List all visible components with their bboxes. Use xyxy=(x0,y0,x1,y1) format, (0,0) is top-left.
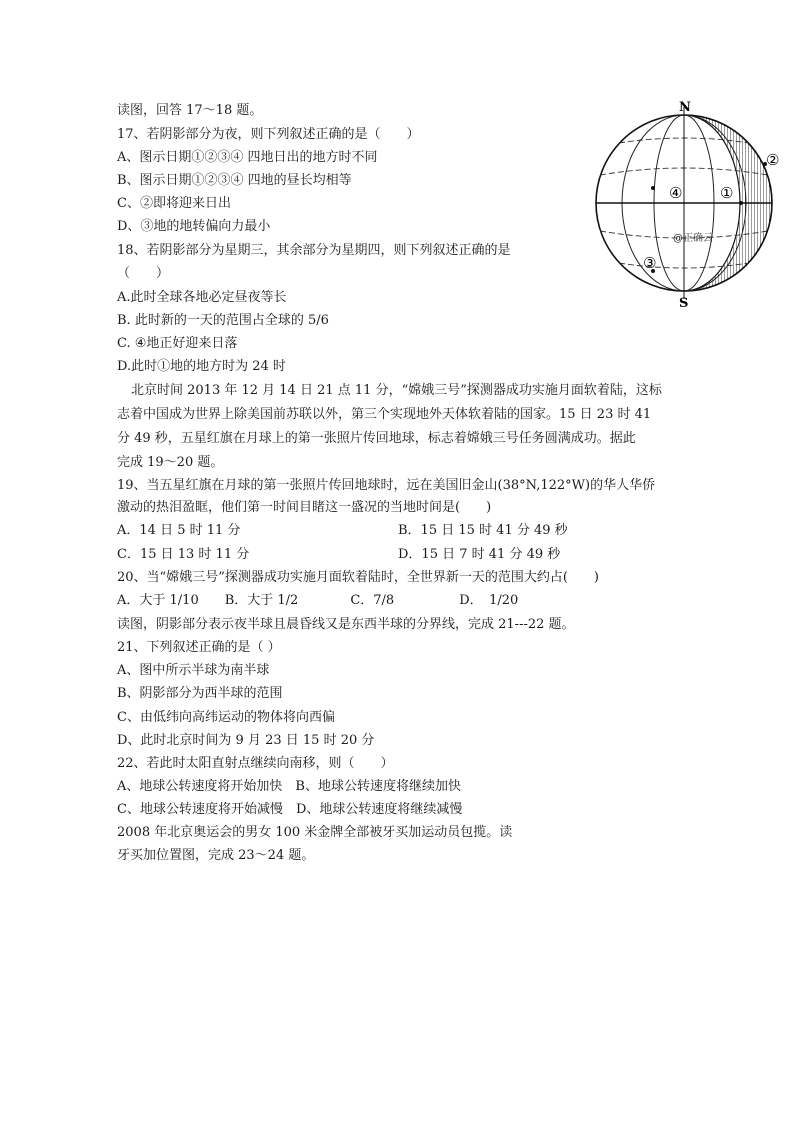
label-1: ① xyxy=(720,184,734,202)
options-20: A．大于 1/10 B．大于 1/2 C．7/8 D． 1/20 xyxy=(117,593,519,608)
question-17: 17、若阴影部分为夜，则下列叙述正确的是（ ） xyxy=(117,127,420,142)
text-line: 牙买加位置图，完成 23～24 题。 xyxy=(117,848,315,863)
watermark-label: @正确云 xyxy=(673,233,713,244)
option-21b: B、阴影部分为西半球的范围 xyxy=(117,686,283,701)
option-17d: D、③地的地转偏向力最小 xyxy=(117,219,271,234)
label-3: ③ xyxy=(643,254,657,272)
option-18c: C. ④地正好迎来日落 xyxy=(117,336,238,351)
option-17a: A、图示日期①②③④ 四地日出的地方时不同 xyxy=(117,150,378,165)
passage-line: 完成 19～20 题。 xyxy=(117,455,224,470)
option-18b: B. 此时新的一天的范围占全球的 5/6 xyxy=(117,313,329,328)
option-19d: D．15 日 7 时 41 分 49 秒 xyxy=(398,547,561,562)
option-21c: C、由低纬向高纬运动的物体将向西偏 xyxy=(117,710,335,725)
option-19b: B．15 日 15 时 41 分 49 秒 xyxy=(398,523,568,538)
question-19-cont: 激动的热泪盈眶，他们第一时间目睹这一盛况的当地时间是( ) xyxy=(117,500,492,515)
south-label: S xyxy=(679,296,689,307)
question-21: 21、下列叙述正确的是（ ） xyxy=(117,640,281,655)
option-19a: A．14 日 5 时 11 分 xyxy=(117,523,241,538)
globe-diagram xyxy=(589,97,787,307)
label-4: ④ xyxy=(669,184,683,202)
point-1 xyxy=(739,201,743,205)
option-17c: C、②即将迎来日出 xyxy=(117,196,231,211)
north-label: N xyxy=(679,100,691,115)
question-18: 18、若阴影部分为星期三，其余部分为星期四，则下列叙述正确的是 xyxy=(117,243,511,258)
options-22-cd: C、地球公转速度将开始减慢 D、地球公转速度将继续减慢 xyxy=(117,802,463,817)
options-22-ab: A、地球公转速度将开始加快 B、地球公转速度将继续加快 xyxy=(117,779,461,794)
passage-line: 志着中国成为世界上除美国前苏联以外，第三个实现地外天体软着陆的国家。15 日 23 时 41 xyxy=(117,407,652,422)
label-2: ② xyxy=(766,151,780,169)
question-19: 19、当五星红旗在月球的第一张照片传回地球时，远在美国旧金山(38°N,122°W)的华人华侨 xyxy=(117,478,656,493)
option-19c: C．15 日 13 时 11 分 xyxy=(117,547,250,562)
option-21a: A、图中所示半球为南半球 xyxy=(117,663,270,678)
point-marker xyxy=(651,186,655,190)
text-line: 读图，回答 17～18 题。 xyxy=(117,103,263,118)
option-18a: A.此时全球各地必定昼夜等长 xyxy=(117,290,287,305)
question-20: 20、当“嫦娥三号”探测器成功实施月面软着陆时，全世界新一天的范围大约占( ) xyxy=(117,570,599,585)
text-line: 2008 年北京奥运会的男女 100 米金牌全部被牙买加运动员包揽。读 xyxy=(117,825,513,840)
globe-figure xyxy=(589,97,787,307)
question-18-bracket: （ ） xyxy=(117,266,170,281)
text-line: 读图，阴影部分表示夜半球且晨昏线又是东西半球的分界线，完成 21---22 题。 xyxy=(117,617,575,632)
option-17b: B、图示日期①②③④ 四地的昼长均相等 xyxy=(117,173,352,188)
option-21d: D、此时北京时间为 9 月 23 日 15 时 20 分 xyxy=(117,733,375,748)
passage-line: 北京时间 2013 年 12 月 14 日 21 点 11 分，“嫦娥三号”探测器成功实施月面软着陆，这标 xyxy=(131,383,662,398)
question-22: 22、若此时太阳直射点继续向南移，则（ ） xyxy=(117,756,394,771)
option-18d: D.此时①地的地方时为 24 时 xyxy=(117,359,286,374)
passage-line: 分 49 秒，五星红旗在月球上的第一张照片传回地球，标志着嫦娥三号任务圆满成功。据此 xyxy=(117,431,636,446)
